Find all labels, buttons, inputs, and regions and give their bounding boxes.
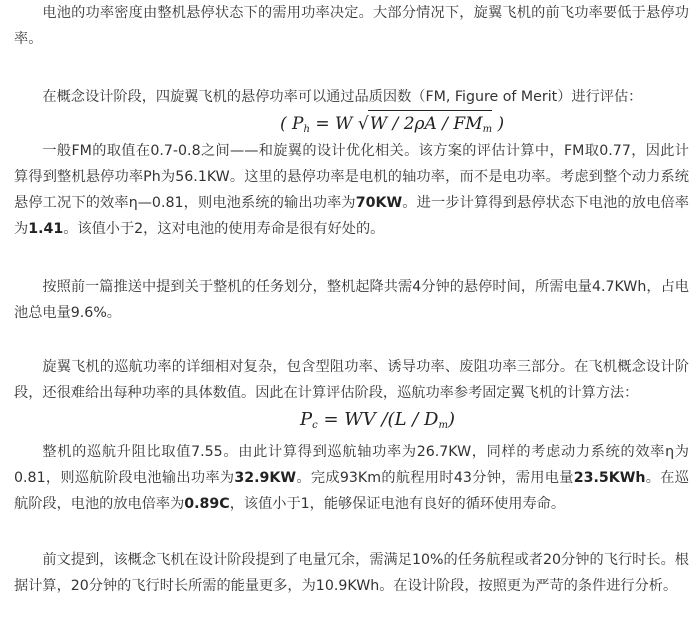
paragraph-energy-redundancy: 前文提到，该概念飞机在设计阶段提到了电量冗余，需满足10%的任务航程或者20分钟的飞行时长。根据计算，20分钟的飞行时长所需的能量更多，为10.9KWh。在设计阶段，按照更为严苛的条件进行分析。 (14, 552, 689, 594)
paragraph-hover-power-calc (14, 138, 689, 242)
formula-radicand-text: W / 2ρA / FM (369, 114, 483, 134)
formula-ld-subscript: m (438, 420, 448, 431)
discharge-rate-value: 1.41 (28, 221, 64, 237)
formula-open-paren: ( (280, 114, 287, 134)
formula-lhs-subscript: h (303, 124, 310, 135)
text-segment: 整机的巡航升阻比取值7.55。由此计算得到巡航轴功率为26.7KW，同样的考虑动力系统的效率η为0.81，则巡航阶段电池输出功率为 (14, 444, 689, 486)
formula-equals-part: = WV /(L / D (317, 409, 439, 430)
text-segment: ，该值小于1，能够保证电池有良好的循环使用寿命。 (229, 496, 566, 512)
paragraph-figure-of-merit-intro: 在概念设计阶段，四旋翼飞机的悬停功率可以通过品质因数（FM, Figure of Merit）进行评估： (42, 89, 643, 105)
text-segment: 。完成93Km的航程用时43分钟，需用电量 (296, 470, 574, 486)
sqrt-symbol: √ (357, 114, 369, 134)
cruise-battery-output-value: 32.9KW (234, 470, 297, 486)
battery-output-power-value: 70KW (355, 195, 403, 211)
paragraph-battery-power-density: 电池的功率密度由整机悬停状态下的需用功率决定。大部分情况下，旋翼飞机的前飞功率要低于悬停功率。 (14, 5, 689, 47)
cruise-energy-value: 23.5KWh (573, 470, 646, 486)
formula-equals-part: = W (309, 114, 353, 134)
formula-lhs: P (300, 409, 313, 430)
formula-lhs-subscript: c (312, 420, 318, 431)
paragraph-cruise-power-intro: 旋翼飞机的巡航功率的详细相对复杂，包含型阻功率、诱导功率、废阻功率三部分。在飞机概念设计阶段，还很难给出每种功率的具体数值。因此在计算评估阶段，巡航功率参考固定翼飞机的计算方法： (14, 359, 689, 401)
text-segment: 。进一步计算得到悬停状态下电池的放电倍率为 (14, 195, 689, 237)
formula-close-paren: ) (497, 114, 505, 134)
formula-lhs: P (292, 114, 304, 134)
cruise-power-formula (300, 407, 455, 439)
text-segment: 。该值小于2，这对电池的使用寿命是很有好处的。 (63, 221, 385, 237)
paragraph-cruise-power-calc (14, 439, 689, 517)
text-segment: 。在巡航阶段，电池的放电倍率为 (14, 470, 689, 512)
paragraph-mission-division: 按照前一篇推送中提到关于整机的任务划分，整机起降共需4分钟的悬停时间，所需电量4.7KWh，占电池总电量9.6%。 (14, 279, 689, 321)
formula-radicand-subscript: m (482, 124, 493, 135)
cruise-discharge-rate-value: 0.89C (184, 496, 230, 512)
formula-close-paren: ) (447, 409, 455, 430)
text-segment: 一般FM的取值在0.7-0.8之间——和旋翼的设计优化相关。该方案的评估计算中，FM取0.77，因此计算得到整机悬停功率Ph为56.1KW。这里的悬停功率是电机的轴功率，而不是电功率。考虑到整个动力系统悬停工况下的效率η—0.81，则电池系统的输出功率为 (14, 143, 689, 211)
